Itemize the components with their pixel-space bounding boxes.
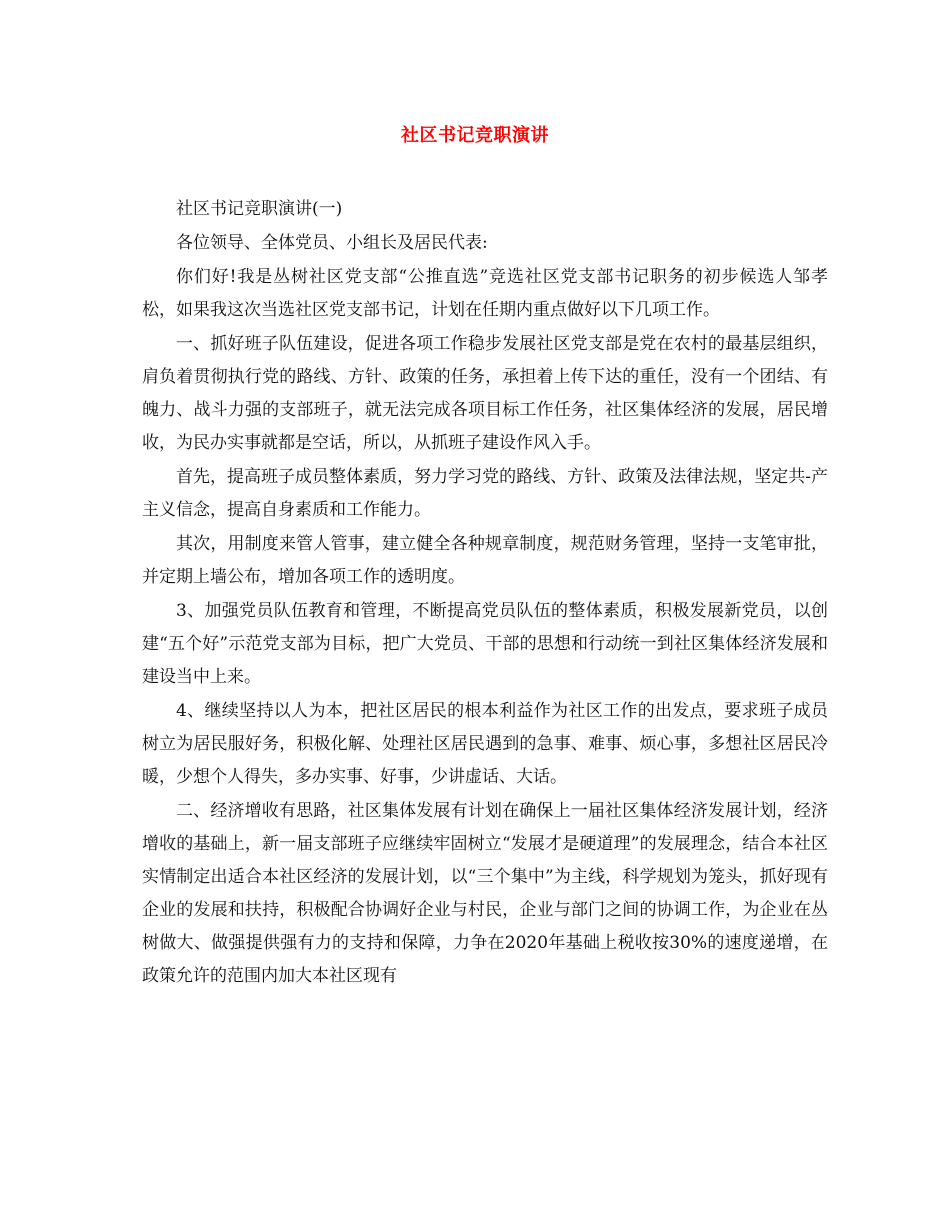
paragraph: 你们好!我是丛树社区党支部“公推直选”竞选社区党支部书记职务的初步候选人邹孝松，如果我这次当选社区党支部书记，计划在任期内重点做好以下几项工作。 <box>142 267 828 320</box>
paragraph: 社区书记竞职演讲(一) <box>176 199 343 219</box>
paragraph: 4、继续坚持以人为本，把社区居民的根本利益作为社区工作的出发点，要求班子成员树立为居民服好务，积极化解、处理社区居民遇到的急事、难事、烦心事，多想社区居民冷暖，少想个人得失，多办实事、好事，少讲虚话、大话。 <box>142 701 828 787</box>
paragraph: 其次，用制度来管人管事，建立健全各种规章制度，规范财务管理，坚持一支笔审批，并定期上墙公布，增加各项工作的透明度。 <box>142 534 828 587</box>
paragraph: 各位领导、全体党员、小组长及居民代表: <box>176 233 488 253</box>
paragraph: 首先，提高班子成员整体素质，努力学习党的路线、方针、政策及法律法规，坚定共-产主义信念，提高自身素质和工作能力。 <box>142 467 828 520</box>
paragraph: 二、经济增收有思路，社区集体发展有计划在确保上一届社区集体经济发展计划，经济增收的基础上，新一届支部班子应继续牢固树立“发展才是硬道理”的发展理念，结合本社区实情制定出适合本社区经济的发展计划，以“三个集中”为主线，科学规划为笼头，抓好现有企业的发展和扶持，积极配合协调好企业与村民，企业与部门之间的协调工作，为企业在丛树做大、做强提供强有力的支持和保障，力争在2020年基础上税收按30%的速度递增，在政策允许的范围内加大本社区现有 <box>142 801 828 986</box>
paragraph: 3、加强党员队伍教育和管理，不断提高党员队伍的整体素质，积极发展新党员，以创建“五个好”示范党支部为目标，把广大党员、干部的思想和行动统一到社区集体经济发展和建设当中上来。 <box>142 601 828 687</box>
document-body <box>142 193 828 994</box>
paragraph: 一、抓好班子队伍建设，促进各项工作稳步发展社区党支部是党在农村的最基层组织，肩负着贯彻执行党的路线、方针、政策的任务，承担着上传下达的重任，没有一个团结、有魄力、战斗力强的支部班子，就无法完成各项目标工作任务，社区集体经济的发展，居民增收，为民办实事就都是空话，所以，从抓班子建设作风入手。 <box>142 334 828 453</box>
document-title: 社区书记竞职演讲 <box>401 125 549 146</box>
